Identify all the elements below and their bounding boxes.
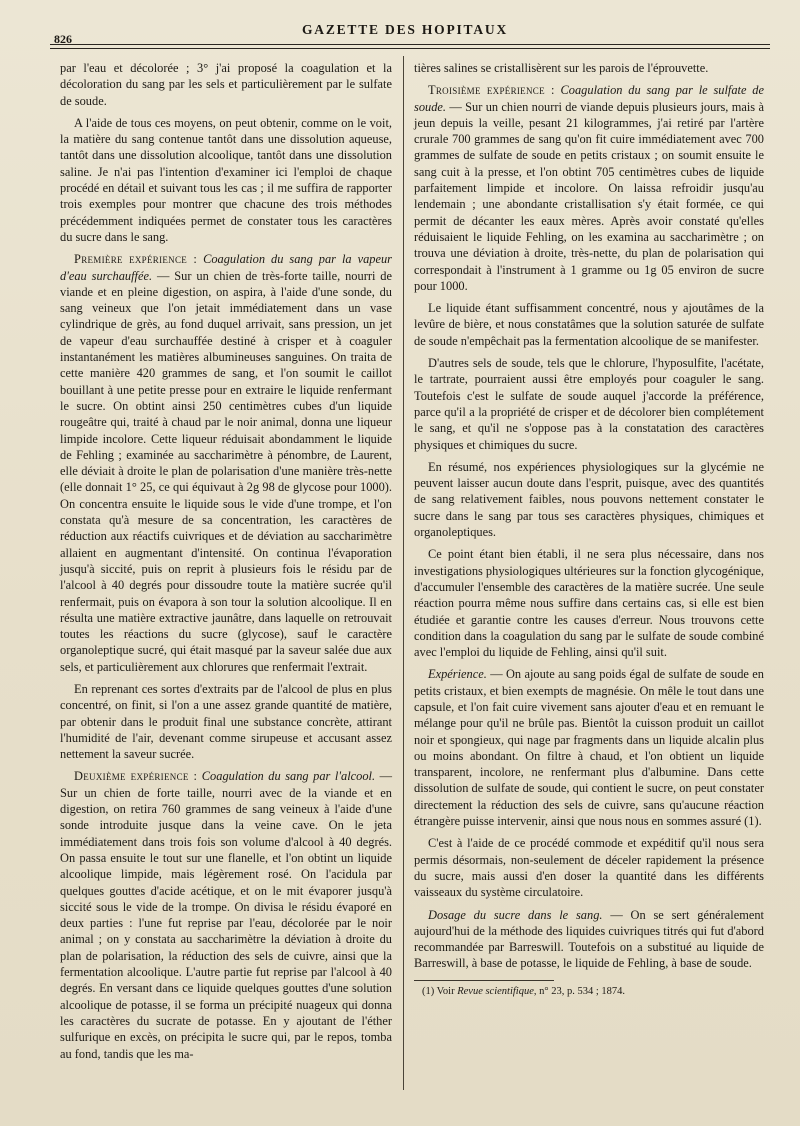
page-header [40, 20, 770, 50]
footnote-citation: , n° 23, p. 534 ; 1874. [533, 985, 626, 997]
experiment-3 [414, 82, 764, 294]
paragraph: par l'eau et décolorée ; 3° j'ai proposé la coagulation et la décoloration du sang par les sels et particulièrement par le sulfate de soude. [60, 61, 392, 108]
dosage-section [414, 907, 764, 972]
experiment-label: Première expérience : [74, 252, 198, 267]
experiment-label: Troisième expérience : [428, 83, 555, 98]
header-rule [50, 44, 770, 45]
paragraph: En résumé, nos expériences physiologiques sur la glycémie ne peuvent laisser aucun doute dans l'esprit, puisque, avec des quantités de sang relativement faibles, nous pouvons nettement constater le sucre dans le sang par tous ses caractères physiques, chimiques et organoleptiques. [414, 459, 764, 540]
experiment-label: Expérience. [428, 667, 487, 682]
experiment-title: Coagulation du sang par l'alcool. [201, 769, 376, 784]
footnote-source: Revue scientifique [457, 985, 534, 997]
paragraph: A l'aide de tous ces moyens, on peut obtenir, comme on le voit, la matière du sang contenue tantôt dans une dissolution aqueuse, tantôt dans une dissolution alcoolique, tantôt dans une dissolution saline. Je n'ai pas l'intention d'examiner ici l'emploi de chaque procédé en détail et suivant tous les cas ; il me suffira de rapporter trois exemples pour montrer que chacune des trois méthodes précédemment indiquées permet de constater tous les caractères du sucre dans le sang. [60, 115, 392, 244]
experiment-text: — Sur un chien de forte taille, nourri avec de la viande et en digestion, on retira 760 grammes de sang veineux à l'aide d'une sonde introduite jusque dans la veine cave. On le jeta immédiatement dans trois fois son volume d'alcool à 40 degrés. On passa ensuite le tout sur une flanelle, et l'on obtint un liquide alcoolique limpide, mais légèrement rosé. On l'acidula par quelques gouttes d'acide acétique, et on le mit évaporer jusqu'à siccité sous le vide de la trompe. On divisa le résidu évaporé en deux parties : l'une fut reprise par l'eau, décolorée par le noir animal ; on y constata au saccharimètre la déviation à droite du plan de polarisation, la réduction des sels de cuivre, ainsi que la fermentation alcoolique. L'autre partie fut reprise par l'alcool à 40 degrés. En versant dans ce liquide quelques gouttes d'une solution alcoolique de potasse, il se forma un précipité nuageux qui donna les caractères du sucrate de potasse. En y ajoutant de l'éther sulfurique en excès, on précipita le sucre qui, par le repos, tomba au fond, tandis que les ma- [60, 769, 392, 1061]
experiment-text: — On ajoute au sang poids égal de sulfate de soude en petits cristaux, et bien exempts de magnésie. On mêle le tout dans une capsule, et l'on fait cuire vivement sans ajouter d'eau et en remuant le mélange pour qu'il ne brûle pas. Bientôt la cuisson produit un caillot noir et spongieux, qui nage par fragments dans un liquide alcalin plus ou moins abondant. On filtre à chaud, et l'on obtient un liquide transparent, incolore, ne renfermant plus d'albumine. Dans cette dissolution de sulfate de soude, qui contient le sucre, on peut constater directement la réduction des sels de cuivre, sans qu'aucune réaction étrangère puisse intervenir, ainsi que nous nous en sommes assuré (1). [414, 667, 764, 829]
experiment-label: Deuxième expérience : [74, 769, 198, 784]
experiment-text: — Sur un chien nourri de viande depuis plusieurs jours, mais à jeun depuis la veille, pesant 21 kilogrammes, j'ai retiré par l'artère crurale 700 grammes de sang qu'on fit cuire immédiatement avec 700 grammes de sulfate de soude en petits cristaux ; on soumit ensuite le sang cuit à la presse, et l'on obtint 705 centimètres cubes de liquide parfaitement limpide et incolore. On laissa refroidir jusqu'au lendemain ; une abondante cristallisation s'y était formée, ce qui permit de décanter les eaux mères. Après avoir constaté qu'elles réduisaient le liquide Fehling, on les examina au saccharimètre ; on trouva une déviation à droite, très-nette, du plan de polarisation qui correspondait à l'instrument à 1 gramme ou 1g 05 environ de sucre pour 1000. [414, 99, 764, 293]
column-divider [403, 56, 404, 1090]
footnote-rule [414, 980, 554, 981]
experiment-title: Coagulation du sang par la vapeur d'eau surchauffée. [60, 252, 392, 283]
paragraph: Ce point étant bien établi, il ne sera plus nécessaire, dans nos investigations physiologiques ultérieures sur la fonction glycogénique, d'accumuler l'ensemble des caractères de la matière sucrée. Une seule réaction pourra même nous suffire dans certains cas, si elle est bien étudiée et garantie contre les causes d'erreur. Nous trouvons cette condition dans la coagulation du sang par le sulfate de soude combiné avec l'emploi du liquide de Fehling, ainsi qu'il suit. [414, 547, 764, 660]
paragraph: En reprenant ces sortes d'extraits par de l'alcool de plus en plus concentré, on finit, si l'on a une assez grande quantité de matière, par obtenir dans le produit final une substance concrète, attirant l'humidité de l'air, devenant comme sirupeuse et accusant assez nettement la saveur sucrée. [60, 681, 392, 762]
footnote [414, 985, 764, 998]
paragraph: D'autres sels de soude, tels que le chlorure, l'hyposulfite, l'acétate, le tartrate, pourraient aussi être employés pour coaguler le sang. Toutefois c'est le sulfate de soude auquel j'accorde la préférence, parce qu'il a la propriété de crisper et de décolorer bien complétement le sang, et qu'il ne s'oppose pas à la constatation des caractères physiques et chimiques du sucre. [414, 356, 764, 452]
section-text: — On se sert généralement aujourd'hui de la méthode des liquides cuivriques titrés qui fut d'abord recommandée par Barreswill. Toutefois on a substitué au liquide de Barreswill, à base de potasse, le liquide de Fehling, à base de soude. [414, 907, 765, 971]
right-column [414, 60, 764, 998]
section-title: Dosage du sucre dans le sang. [428, 907, 603, 922]
header-rule-thin [50, 48, 770, 49]
experiment-4 [414, 666, 764, 829]
footnote-ref: (1) Voir [422, 985, 455, 997]
experiment-text: — Sur un chien de très-forte taille, nourri de viande et en pleine digestion, on aspira, à l'aide d'une sonde, du sang veineux que l'on jetait immédiatement dans un vase cylindrique de grès, au fond duquel arrivait, sans pression, un jet de vapeur d'eau surchauffée destiné à crisper et à coaguler instantanément les matières albumineuses sanguines. On traita de cette manière 420 grammes de sang, et l'on soumit le caillot bouillant à une petite presse pour en extraire le liquide renfermant le sucre. On obtint ainsi 250 centimètres cubes d'un liquide rougeâtre qui, traité à chaud par le noir animal, donna une liqueur limpide incolore. Cette liqueur réduisait abondamment le liquide de Fehling ; examinée au saccharimètre à pénombre, de Laurent, elle déviait à droite le plan de polarisation d'une manière très-nette (elle donnait 1° 25, ce qui équivaut à 2g 98 de glycose pour 1000). On concentra ensuite le liquide sous le vide d'une trompe, et l'on constata qu'à mesure de sa concentration, les caractères de réduction aux réactifs cuivriques et de déviation au saccharimètre allaient en augmentant d'intensité. On continua l'évaporation jusqu'à siccité, puis on reprit à plusieurs fois le résidu par de l'alcool à 40 degrés pour dissoudre toute la matière sucrée qu'il renfermait, puis on évapora à son tour la solution alcoolique. Il en résulta une matière extractive jaunâtre, dans laquelle on retrouvait toutes les réactions du sucre (glycose), sauf le caractère organoleptique sucré, qui était masqué par la saveur salée due aux sels, et particulièrement aux chlorures que renfermait l'extrait. [60, 268, 392, 674]
paragraph: tières salines se cristallisèrent sur les parois de l'éprouvette. [414, 61, 709, 75]
experiment-1 [60, 251, 392, 675]
left-column [60, 60, 392, 1068]
running-title: GAZETTE DES HOPITAUX [301, 22, 509, 37]
experiment-2 [60, 768, 392, 1061]
paragraph: C'est à l'aide de ce procédé commode et expéditif qu'il nous sera permis désormais, non-seulement de déceler rapidement la présence du sucre, mais aussi d'en doser la quantité dans les différents vaisseaux du système circulatoire. [414, 836, 764, 900]
page-number: 826 [54, 32, 72, 46]
paragraph: Le liquide étant suffisamment concentré, nous y ajoutâmes de la levûre de bière, et nous constatâmes que la solution saturée de sulfate de soude n'empêchait pas la fermentation alcoolique de se manifester. [414, 301, 764, 348]
experiment-title: Coagulation du sang par le sulfate de soude. [414, 83, 764, 114]
